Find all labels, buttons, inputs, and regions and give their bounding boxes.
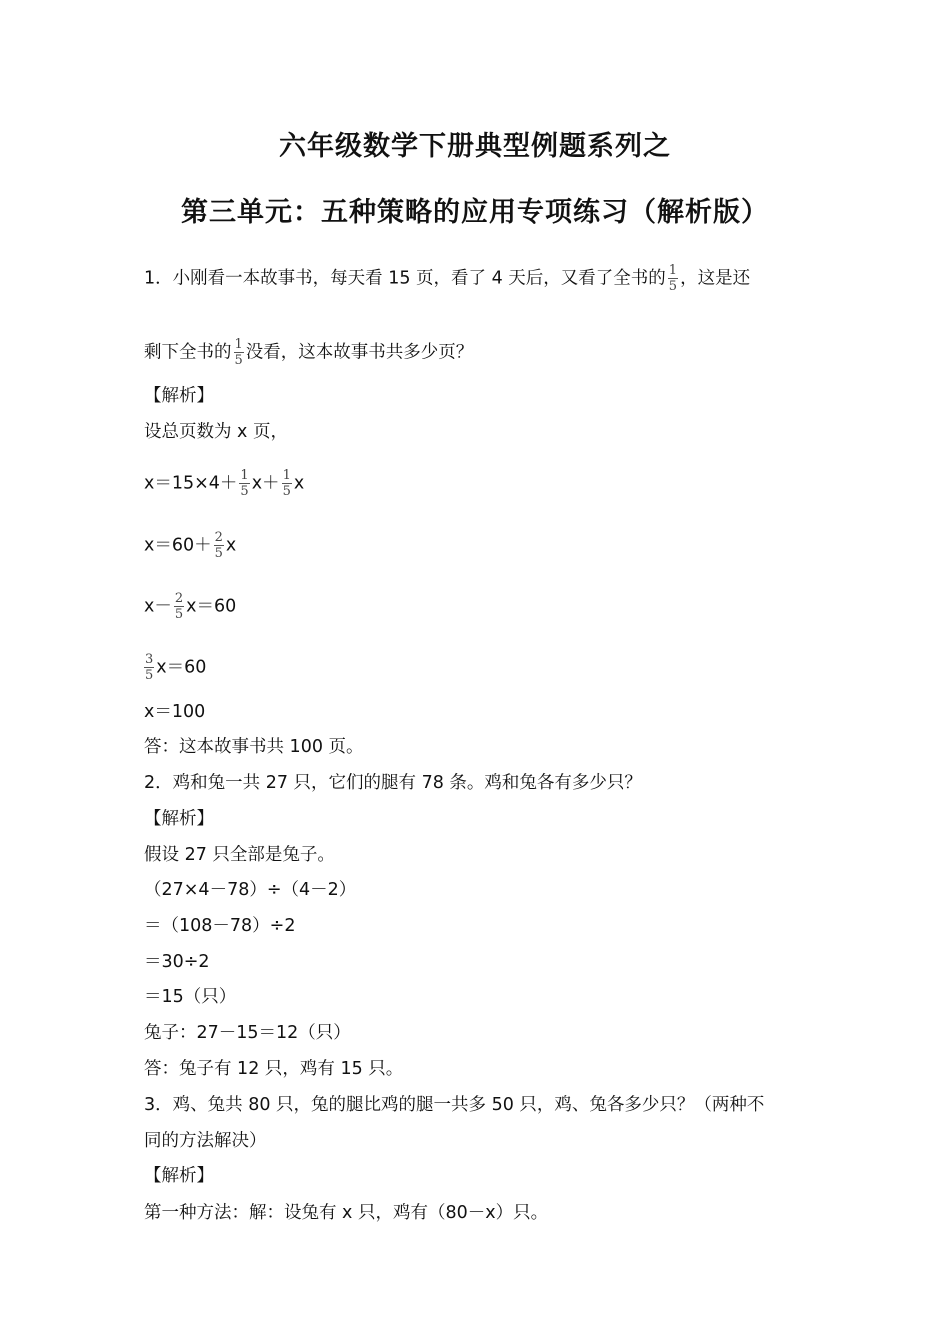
q1-answer: 答：这本故事书共 100 页。 xyxy=(144,737,364,757)
fraction-numerator: 1 xyxy=(234,337,243,352)
fraction-two-fifths xyxy=(214,530,224,561)
document-subtitle: 第三单元：五种策略的应用专项练习（解析版） xyxy=(181,197,769,228)
q1-step-3 xyxy=(144,591,236,622)
equation-part: x＝60 xyxy=(186,596,237,617)
fraction-numerator: 1 xyxy=(282,468,291,483)
fraction-denominator: 5 xyxy=(214,546,223,561)
fraction-denominator: 5 xyxy=(234,353,243,368)
fraction-denominator: 5 xyxy=(282,484,291,499)
fraction-two-fifths xyxy=(174,591,184,622)
q3-question-line2: 同的方法解决） xyxy=(144,1131,267,1151)
q2-step-4: ＝15（只） xyxy=(144,987,237,1007)
fraction-one-fifth xyxy=(668,263,678,294)
q1-text-line2 xyxy=(144,337,473,368)
q1-analysis-label: 【解析】 xyxy=(144,386,214,406)
q2-step-2: ＝（108－78）÷2 xyxy=(144,916,296,936)
equation-part: x xyxy=(225,535,237,556)
q1-text-line1 xyxy=(144,263,750,294)
fraction-one-fifth xyxy=(282,468,292,499)
equation-part: x＝60＋ xyxy=(144,535,212,556)
q2-step-3: ＝30÷2 xyxy=(144,952,210,972)
q1-text-part: 1．小刚看一本故事书，每天看 15 页，看了 4 天后，又看了全书的 xyxy=(144,268,666,289)
q1-text-part: 没看，这本故事书共多少页？ xyxy=(245,342,474,363)
equation-part: x－ xyxy=(144,596,172,617)
fraction-denominator: 5 xyxy=(668,279,678,294)
q1-step-2 xyxy=(144,530,236,561)
equation-part: x＝60 xyxy=(156,657,207,678)
fraction-numerator: 1 xyxy=(240,468,249,483)
q1-step-0: 设总页数为 x 页， xyxy=(144,422,288,442)
equation-part: x xyxy=(293,473,305,494)
fraction-one-fifth xyxy=(239,468,249,499)
fraction-denominator: 5 xyxy=(145,668,154,683)
fraction-denominator: 5 xyxy=(174,607,184,622)
q2-step-5: 兔子：27－15＝12（只） xyxy=(144,1023,351,1043)
q2-answer: 答：兔子有 12 只，鸡有 15 只。 xyxy=(144,1059,404,1079)
q2-step-1: （27×4－78）÷（4－2） xyxy=(144,880,357,900)
fraction-numerator: 3 xyxy=(145,652,154,667)
fraction-denominator: 5 xyxy=(240,484,249,499)
q3-analysis-label: 【解析】 xyxy=(144,1166,214,1186)
q3-step-0: 第一种方法：解：设兔有 x 只，鸡有（80－x）只。 xyxy=(144,1203,549,1223)
q2-analysis-label: 【解析】 xyxy=(144,809,214,829)
q1-text-part: ，这是还 xyxy=(680,268,751,289)
q1-text-part: 剩下全书的 xyxy=(144,342,232,363)
q3-question-line1: 3．鸡、兔共 80 只，兔的腿比鸡的腿一共多 50 只，鸡、兔各多少只？（两种不 xyxy=(144,1095,765,1115)
fraction-numerator: 1 xyxy=(668,263,678,278)
document-title: 六年级数学下册典型例题系列之 xyxy=(279,131,671,162)
q1-step-5: x＝100 xyxy=(144,702,206,722)
q1-step-1 xyxy=(144,468,304,499)
q1-step-4 xyxy=(144,652,206,683)
equation-part: x＋ xyxy=(251,473,280,494)
fraction-one-fifth xyxy=(234,337,244,368)
q2-question: 2．鸡和兔一共 27 只，它们的腿有 78 条。鸡和兔各有多少只？ xyxy=(144,773,642,793)
equation-part: x＝15×4＋ xyxy=(144,473,238,494)
q2-step-0: 假设 27 只全部是兔子。 xyxy=(144,845,335,865)
fraction-numerator: 2 xyxy=(214,530,223,545)
fraction-numerator: 2 xyxy=(174,591,184,606)
fraction-three-fifths xyxy=(144,652,154,683)
